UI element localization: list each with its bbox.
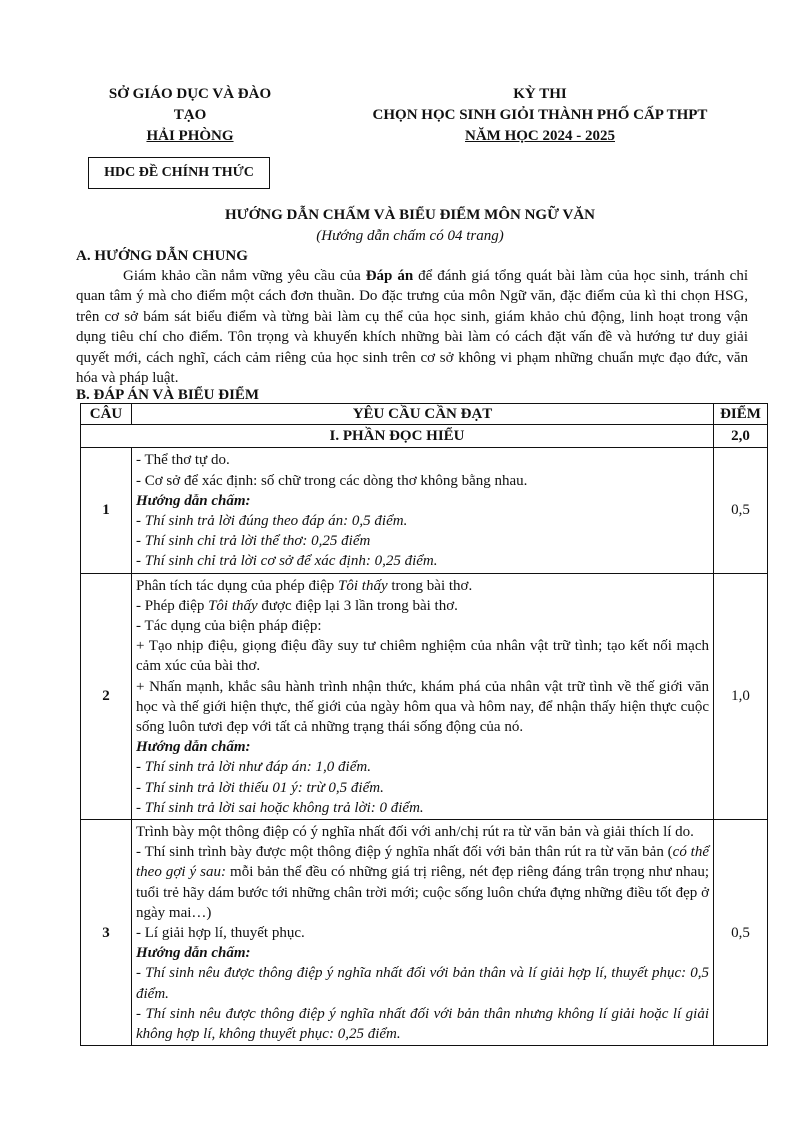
- table-row: [81, 448, 768, 573]
- text-run: - Phép điệp: [136, 597, 209, 614]
- answer-line: - Lí giải hợp lí, thuyết phục.: [136, 925, 305, 942]
- part-title: I. PHẦN ĐỌC HIỂU: [81, 425, 714, 448]
- grading-line: - Thí sinh trả lời sai hoặc không trả lời: 0 điểm.: [136, 799, 424, 816]
- question-score: 0,5: [714, 820, 768, 1046]
- exam-line-3: NĂM HỌC 2024 - 2025: [465, 128, 615, 144]
- document-title: HƯỚNG DẪN CHẤM VÀ BIỂU ĐIỂM MÔN NGỮ VĂN: [225, 207, 595, 223]
- question-number: 3: [81, 820, 132, 1046]
- exam-line-2: CHỌN HỌC SINH GIỎI THÀNH PHỐ CẤP THPT: [372, 107, 708, 123]
- exam-line-1: KỲ THI: [513, 86, 567, 102]
- answer-line: - Tác dụng của biện pháp điệp:: [136, 618, 322, 635]
- text-run-italic: có thể theo gợi ý sau:: [136, 844, 709, 881]
- answer-line: - Thể thơ tự do.: [136, 452, 230, 469]
- text-run-italic: Tôi thấy: [208, 597, 258, 614]
- answer-line: + Nhấn mạnh, khắc sâu hành trình nhận thức, khám phá của nhân vật trữ tình về thế giới văn học và thế giới hiện thực, thế giới của ngày hôm qua và hôm nay, để nhận thấy hiện thực cuộc sống luôn tươi đẹp với tất cả những trạng thái sống động của nó.: [136, 678, 709, 736]
- header-question: CÂU: [81, 404, 132, 425]
- answer-line: + Tạo nhịp điệu, giọng điệu đầy suy tư chiêm nghiệm của nhân vật trữ tình; tạo kết nối mạch cảm xúc của bài thơ.: [136, 638, 709, 675]
- text-run: Phân tích tác dụng của phép điệp: [136, 577, 339, 594]
- question-content: [132, 573, 714, 819]
- intro-text-1: Giám khảo cần nắm vững yêu cầu của: [123, 268, 366, 284]
- grading-line: - Thí sinh nêu được thông điệp ý nghĩa nhất đối với bản thân nhưng không lí giải hoặc lí giải không hợp lí, không thuyết phục: 0,25 điểm.: [136, 1005, 709, 1043]
- grading-line: - Thí sinh chỉ trả lời thể thơ: 0,25 điểm: [136, 533, 371, 550]
- grading-guide-heading: Hướng dẫn chấm:: [136, 739, 251, 756]
- intro-bold: Đáp án: [365, 268, 414, 284]
- grading-line: - Thí sinh chỉ trả lời cơ sở để xác định: 0,25 điểm.: [136, 553, 438, 570]
- table-row: [81, 820, 768, 1046]
- text-run: - Thí sinh trình bày được một thông điệp ý nghĩa nhất đối với bản thân rút ra từ văn bản (: [136, 844, 673, 861]
- header-requirements: YÊU CẦU CẦN ĐẠT: [132, 404, 714, 425]
- section-a-heading: A. HƯỚNG DẪN CHUNG: [76, 248, 248, 264]
- question-number: 2: [81, 573, 132, 819]
- grading-guide-heading: Hướng dẫn chấm:: [136, 945, 251, 962]
- answer-line: [136, 596, 709, 616]
- table-row: [81, 573, 768, 819]
- section-a-paragraph: [76, 266, 748, 388]
- issuing-authority: [80, 84, 300, 147]
- grading-line: - Thí sinh trả lời như đáp án: 1,0 điểm.: [136, 759, 371, 776]
- authority-line-3: HẢI PHÒNG: [146, 128, 234, 144]
- intro-text-2: để đánh giá tổng quát bài làm của học sinh, tránh chỉ quan tâm ý mà cho điểm một cách đơn thuần. Do đặc trưng của môn Ngữ văn, đặc điểm của kì thi chọn HSG, trên cơ sở bám sát biểu điểm và từng bài làm cụ thể của học sinh, giám khảo chủ động, linh hoạt trong vận dụng tiêu chí cho điểm. Tôn trọng và khuyến khích những bài làm có cách đặt vấn đề và hướng tư duy giải quyết mới, cách nghĩ, cách cảm riêng của học sinh trên cơ sở không vi phạm những chuẩn mực đạo đức, văn hóa và pháp luật.: [76, 268, 748, 387]
- answer-line: [136, 842, 709, 923]
- answer-line: [136, 576, 709, 596]
- text-run: được điệp lại 3 lần trong bài thơ.: [257, 597, 458, 614]
- grading-line: - Thí sinh trả lời thiếu 01 ý: trừ 0,5 điểm.: [136, 779, 384, 796]
- question-score: 0,5: [714, 448, 768, 573]
- grading-guide-heading: Hướng dẫn chấm:: [136, 492, 251, 509]
- part-score: 2,0: [714, 425, 768, 448]
- grading-line: - Thí sinh nêu được thông điệp ý nghĩa nhất đối với bản thân và lí giải hợp lí, thuyết phục: 0,5 điểm.: [136, 965, 709, 1002]
- text-run: mỗi bản thể đều có những giá trị riêng, nét đẹp riêng đáng trân trọng như nhau; tuổi trẻ hãy dám bước tới những chân trời mới; cuộc sống luôn chứa đựng những điều tốt đẹp ở ngày mai…): [136, 864, 709, 921]
- text-run: trong bài thơ.: [387, 577, 473, 594]
- authority-line-1: SỞ GIÁO DỤC VÀ ĐÀO: [108, 86, 272, 102]
- official-stamp-box: HDC ĐỀ CHÍNH THỨC: [88, 157, 270, 189]
- text-run-italic: Tôi thấy: [338, 577, 388, 594]
- header-score: ĐIỂM: [714, 404, 768, 425]
- answer-line: - Cơ sở để xác định: số chữ trong các dòng thơ không bằng nhau.: [136, 472, 528, 489]
- table-header-row: [81, 404, 768, 425]
- answer-line: Trình bày một thông điệp có ý nghĩa nhất đối với anh/chị rút ra từ văn bản và giải thích lí do.: [136, 824, 694, 841]
- exam-heading: [350, 84, 730, 147]
- question-number: 1: [81, 448, 132, 573]
- question-score: 1,0: [714, 573, 768, 819]
- answer-table: [80, 403, 768, 1046]
- section-b-heading: B. ĐÁP ÁN VÀ BIỂU ĐIỂM: [76, 387, 260, 403]
- part-row: [81, 425, 768, 448]
- question-content: [132, 448, 714, 573]
- question-content: [132, 820, 714, 1046]
- grading-line: - Thí sinh trả lời đúng theo đáp án: 0,5 điểm.: [136, 513, 408, 530]
- authority-line-2: TẠO: [173, 107, 207, 123]
- document-subtitle: (Hướng dẫn chấm có 04 trang): [316, 228, 504, 244]
